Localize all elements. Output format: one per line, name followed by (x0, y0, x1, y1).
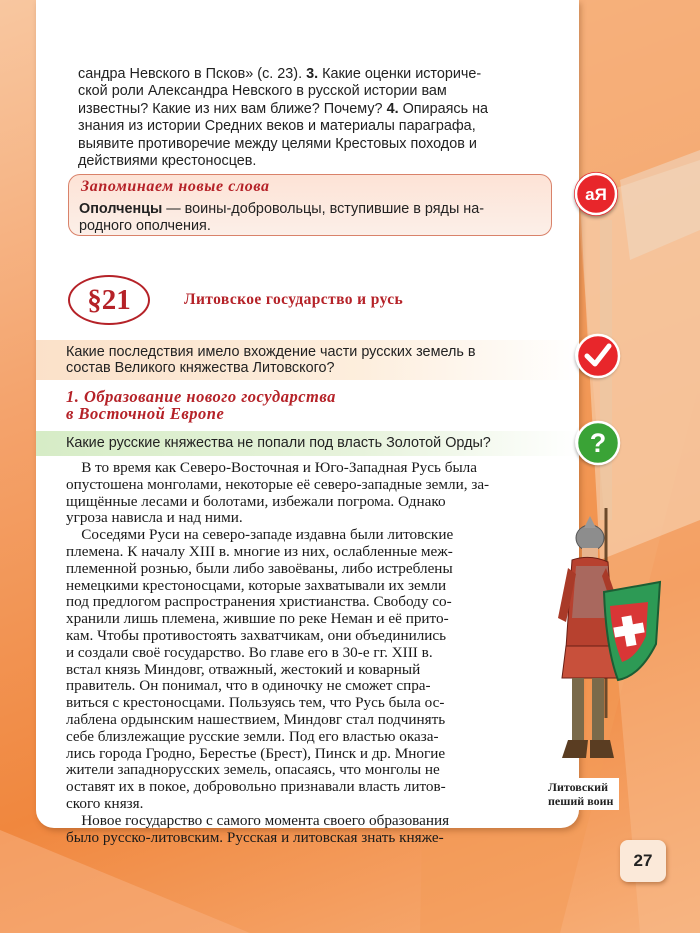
body-line: встал князь Миндовг, отважный, жестокий и коварный (66, 660, 421, 678)
body-line: виться с крестоносцами. Пользуясь тем, что Русь была ос- (66, 694, 445, 712)
body-line: хранили лишь племена, жившие по реке Неман и её прито- (66, 610, 449, 628)
intro-line-3: известны? Какие из них вам ближе? Почему? 4. Опираясь на (78, 100, 489, 117)
illustration-caption: Литовский пеший воин (546, 778, 619, 810)
page-number: 27 (620, 840, 666, 882)
intro-line-6: действиями крестоносцев. (78, 153, 257, 170)
intro-questions (78, 66, 543, 170)
body-line: жители западнорусских земель, опасаясь, что монголы не (66, 761, 440, 779)
body-line: кам. Чтобы противостоять захватчикам, они объединились (66, 626, 447, 644)
body-line: щищённые лесами и болотами, избежали погрома. Однако (66, 492, 446, 510)
body-line: племена. К началу XIII в. многие из них, ослабленные меж- (66, 542, 453, 560)
intro-line-5: выявите противоречие между целями Крестовых походов и (78, 135, 477, 152)
intro-line-2: ской роли Александра Невского в русской истории вам (78, 83, 447, 100)
svg-text:?: ? (589, 428, 607, 458)
body-line: оставят их в покое, добровольно признавали власть литов- (66, 778, 446, 796)
subsection-heading: 1. Образование нового государства в Восточной Европе (66, 387, 336, 423)
vocabulary-term: Ополченцы (79, 201, 163, 217)
checkmark-icon (575, 333, 619, 377)
body-line: было русско-литовским. Русская и литовская знать княже- (66, 828, 444, 846)
vocabulary-definition: Ополченцы — воины-добровольцы, вступившие в ряды на- родного ополчения. (79, 201, 485, 234)
body-line: Соседями Руси на северо-западе издавна были литовские (66, 526, 454, 544)
section-number-badge: §21 (68, 275, 150, 325)
body-line: под предлогом распространения христианства. Свободу со- (66, 593, 452, 611)
body-line: себе близлежащие русские земли. Под его властью оказа- (66, 727, 439, 745)
vocabulary-title: Запоминаем новые слова (81, 178, 270, 195)
sub-question: Какие русские княжества не попали под власть Золотой Орды? (66, 435, 491, 451)
body-line: лись города Гродно, Берестье (Брест), Пинск и др. Многие (66, 744, 446, 762)
body-line: ского князя. (66, 794, 144, 812)
body-line: угроза нависла и над ними. (66, 509, 243, 527)
body-line: и создали своё государство. Во главе его в 30-е гг. XIII в. (66, 643, 433, 661)
question-mark-icon (575, 420, 619, 464)
vocabulary-icon (574, 172, 618, 216)
body-line: лаблена ордынским нашествием, Миндовг стал подчинять (66, 710, 446, 728)
body-line: В то время как Северо-Восточная и Юго-Западная Русь была (66, 459, 477, 476)
main-question: Какие последствия имело вхождение части русских земель в состав Великого княжества Литовского? (66, 344, 476, 376)
body-line: племенной рознью, были либо завоёваны, либо истреблены (66, 559, 453, 577)
lithuanian-foot-soldier-illustration (548, 508, 668, 770)
body-line: Новое государство с самого момента своего образования (66, 811, 450, 829)
vocabulary-icon-label: аЯ (585, 185, 607, 204)
vocabulary-box (68, 174, 552, 236)
body-line: опустошена монголами, некоторые её северо-западные земли, за- (66, 475, 490, 493)
intro-line-1: сандра Невского в Псков» (с. 23). 3. Какие оценки историче- (78, 66, 482, 82)
body-text (66, 460, 548, 846)
body-line: немецкими крестоносцами, которые захватывали их земли (66, 576, 447, 594)
intro-line-4: знания из истории Средних веков и материалы параграфа, (78, 118, 476, 135)
section-title: Литовское государство и русь (184, 291, 404, 308)
body-line: правитель. Он понимал, что в одиночку не сможет спра- (66, 677, 431, 695)
